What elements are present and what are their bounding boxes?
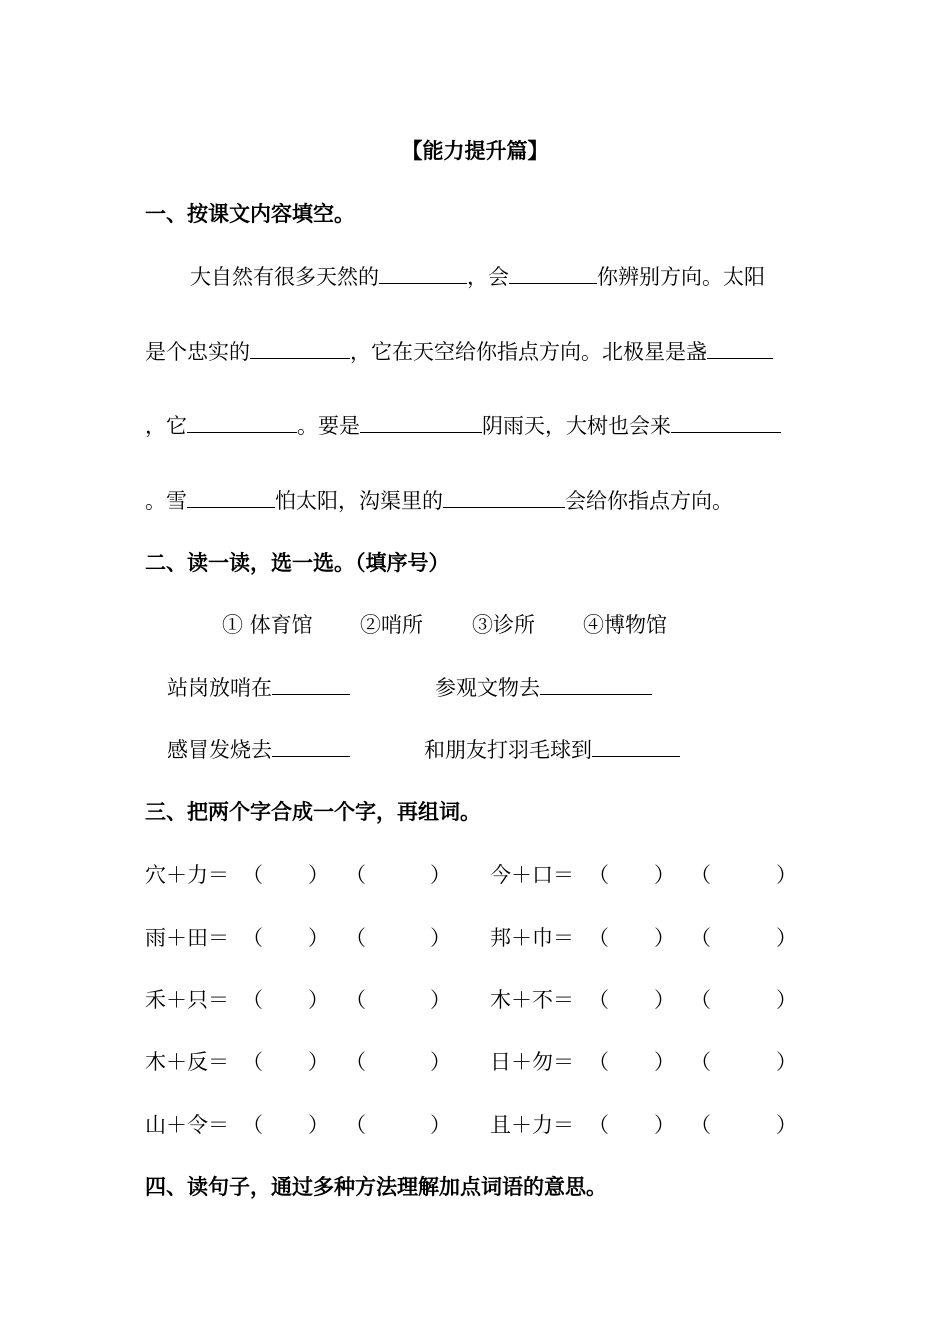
answer-box[interactable] — [710, 861, 776, 889]
answer-box[interactable] — [365, 924, 430, 952]
answer-box[interactable] — [710, 1111, 776, 1139]
fill-blank[interactable] — [707, 338, 773, 359]
close-paren: ） — [430, 926, 451, 950]
answer-blank[interactable] — [272, 736, 350, 757]
close-paren: ） — [776, 988, 797, 1012]
text-segment: ，它 — [145, 414, 187, 438]
answer-box[interactable] — [608, 861, 654, 889]
text-segment: ，会 — [467, 265, 509, 289]
open-paren: （ — [588, 926, 609, 950]
answer-box[interactable] — [262, 1048, 308, 1076]
answer-box[interactable] — [608, 924, 654, 952]
answer-box[interactable] — [365, 1111, 430, 1139]
fill-blank[interactable] — [379, 263, 467, 284]
open-paren: （ — [690, 1050, 711, 1074]
section3-heading: 三、把两个字合成一个字，再组词。 — [145, 799, 481, 824]
close-paren: ） — [430, 988, 451, 1012]
open-paren: （ — [345, 1113, 366, 1137]
close-paren: ） — [308, 926, 329, 950]
answer-box[interactable] — [262, 924, 308, 952]
open-paren: （ — [690, 1113, 711, 1137]
close-paren: ） — [654, 863, 675, 887]
fill-blank[interactable] — [443, 487, 565, 508]
answer-blank[interactable] — [540, 674, 652, 695]
open-paren: （ — [345, 863, 366, 887]
character-equation: 木＋不＝ — [490, 988, 574, 1012]
character-equation: 邦＋巾＝ — [490, 926, 574, 950]
text-segment: 。要是 — [297, 414, 360, 438]
option-4: ④博物馆 — [583, 613, 667, 637]
page-title: 【能力提升篇】 — [401, 138, 549, 163]
answer-box[interactable] — [608, 1111, 654, 1139]
open-paren: （ — [588, 1050, 609, 1074]
option-2: ②哨所 — [360, 613, 423, 637]
answer-box[interactable] — [710, 1048, 776, 1076]
text-segment: 怕太阳，沟渠里的 — [275, 489, 443, 513]
close-paren: ） — [430, 1050, 451, 1074]
close-paren: ） — [308, 988, 329, 1012]
question-text: 参观文物去 — [435, 676, 540, 700]
open-paren: （ — [242, 863, 263, 887]
answer-box[interactable] — [262, 986, 308, 1014]
character-equation: 木＋反＝ — [145, 1050, 229, 1074]
answer-blank[interactable] — [272, 674, 350, 695]
option-3: ③诊所 — [472, 613, 535, 637]
section1-line4 — [145, 487, 733, 515]
question-2 — [435, 674, 652, 702]
section1-heading: 一、按课文内容填空。 — [145, 201, 355, 226]
character-equation: 穴＋力＝ — [145, 863, 229, 887]
question-text: 和朋友打羽毛球到 — [424, 738, 592, 762]
close-paren: ） — [430, 1113, 451, 1137]
fill-blank[interactable] — [360, 412, 482, 433]
fill-blank[interactable] — [509, 263, 597, 284]
open-paren: （ — [690, 926, 711, 950]
open-paren: （ — [690, 988, 711, 1012]
question-4 — [424, 736, 680, 764]
answer-box[interactable] — [365, 986, 430, 1014]
close-paren: ） — [776, 926, 797, 950]
close-paren: ） — [776, 863, 797, 887]
fill-blank[interactable] — [187, 412, 297, 433]
character-equation: 禾＋只＝ — [145, 988, 229, 1012]
close-paren: ） — [308, 1050, 329, 1074]
text-segment: 阴雨天，大树也会来 — [482, 414, 671, 438]
open-paren: （ — [242, 1050, 263, 1074]
text-segment: ，它在天空给你指点方向。北极星是盏 — [350, 340, 707, 364]
answer-box[interactable] — [262, 861, 308, 889]
answer-box[interactable] — [710, 986, 776, 1014]
open-paren: （ — [588, 863, 609, 887]
question-text: 站岗放哨在 — [167, 676, 272, 700]
text-segment: 你辨别方向。太阳 — [597, 265, 765, 289]
text-segment: 是个忠实的 — [145, 340, 250, 364]
character-equation: 山＋令＝ — [145, 1113, 229, 1137]
question-1 — [167, 674, 350, 702]
fill-blank[interactable] — [187, 487, 275, 508]
fill-blank[interactable] — [250, 338, 350, 359]
open-paren: （ — [588, 988, 609, 1012]
text-segment: 会给你指点方向。 — [565, 489, 733, 513]
answer-box[interactable] — [710, 924, 776, 952]
answer-box[interactable] — [608, 986, 654, 1014]
close-paren: ） — [430, 863, 451, 887]
close-paren: ） — [776, 1050, 797, 1074]
text-segment: 。雪 — [145, 489, 187, 513]
answer-box[interactable] — [365, 861, 430, 889]
close-paren: ） — [308, 1113, 329, 1137]
open-paren: （ — [242, 988, 263, 1012]
close-paren: ） — [654, 926, 675, 950]
open-paren: （ — [588, 1113, 609, 1137]
close-paren: ） — [654, 1050, 675, 1074]
section1-line2 — [145, 338, 773, 366]
character-equation: 雨＋田＝ — [145, 926, 229, 950]
answer-box[interactable] — [365, 1048, 430, 1076]
open-paren: （ — [345, 1050, 366, 1074]
text-segment: 大自然有很多天然的 — [190, 265, 379, 289]
open-paren: （ — [690, 863, 711, 887]
character-equation: 今＋口＝ — [490, 863, 574, 887]
open-paren: （ — [242, 926, 263, 950]
character-equation: 且＋力＝ — [490, 1113, 574, 1137]
close-paren: ） — [654, 1113, 675, 1137]
close-paren: ） — [308, 863, 329, 887]
question-text: 感冒发烧去 — [167, 738, 272, 762]
character-equation: 日＋勿＝ — [490, 1050, 574, 1074]
fill-blank[interactable] — [671, 412, 781, 433]
section1-line1 — [190, 263, 765, 291]
answer-blank[interactable] — [592, 736, 680, 757]
open-paren: （ — [345, 926, 366, 950]
close-paren: ） — [654, 988, 675, 1012]
section4-heading: 四、读句子，通过多种方法理解加点词语的意思。 — [145, 1174, 607, 1199]
section2-heading: 二、读一读，选一选。（填序号） — [145, 550, 450, 575]
open-paren: （ — [242, 1113, 263, 1137]
section1-line3 — [145, 412, 781, 440]
answer-box[interactable] — [608, 1048, 654, 1076]
question-3 — [167, 736, 350, 764]
close-paren: ） — [776, 1113, 797, 1137]
option-1: ① 体育馆 — [222, 613, 313, 637]
open-paren: （ — [345, 988, 366, 1012]
answer-box[interactable] — [262, 1111, 308, 1139]
